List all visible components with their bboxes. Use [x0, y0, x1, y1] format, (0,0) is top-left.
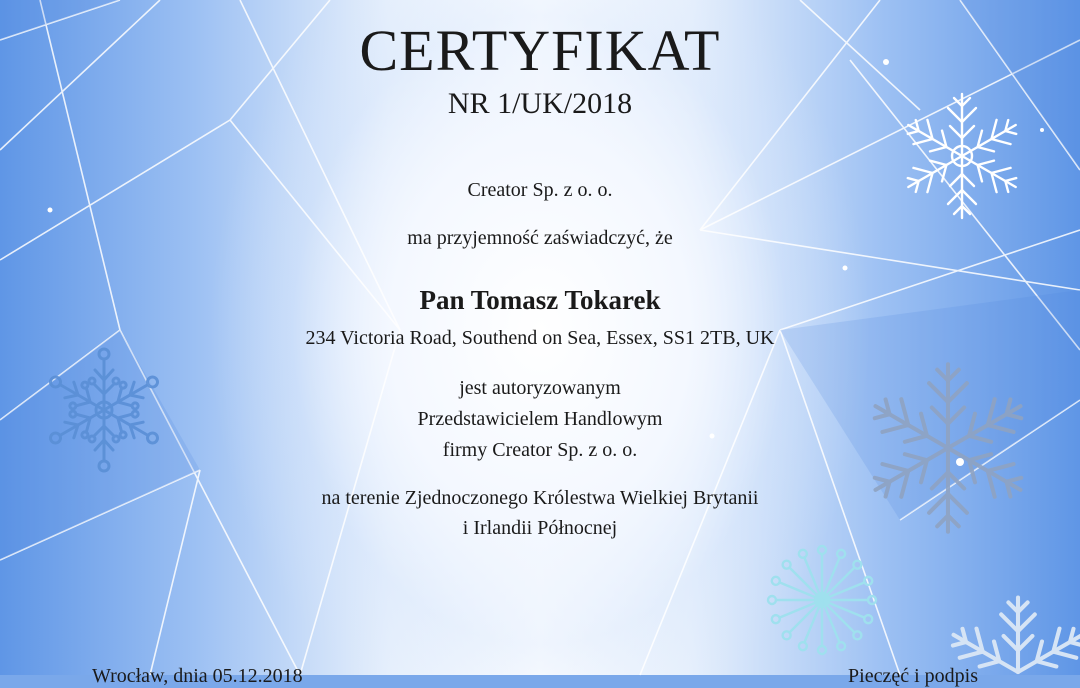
- recipient-name: Pan Tomasz Tokarek: [419, 285, 661, 315]
- territory-line: i Irlandii Północnej: [462, 517, 618, 539]
- intro-text: ma przyjemność zaświadczyć, że: [407, 227, 673, 249]
- role-line: firmy Creator Sp. z o. o.: [442, 439, 638, 461]
- place-and-date: Wrocław, dnia 05.12.2018: [92, 665, 303, 687]
- stamp-and-signature-label: Pieczęć i podpis: [848, 665, 978, 687]
- snowflake-teal-icon: [768, 546, 876, 654]
- role-line: jest autoryzowanym: [459, 377, 621, 399]
- issuer-name: Creator Sp. z o. o.: [467, 179, 613, 201]
- certificate-title: CERTYFIKAT: [359, 18, 721, 83]
- certificate-number: NR 1/UK/2018: [447, 87, 633, 120]
- territory-line: na terenie Zjednoczonego Królestwa Wielkiej Brytanii: [321, 487, 759, 509]
- recipient-address: 234 Victoria Road, Southend on Sea, Essex, SS1 2TB, UK: [305, 327, 775, 349]
- role-line: Przedstawicielem Handlowym: [417, 408, 663, 430]
